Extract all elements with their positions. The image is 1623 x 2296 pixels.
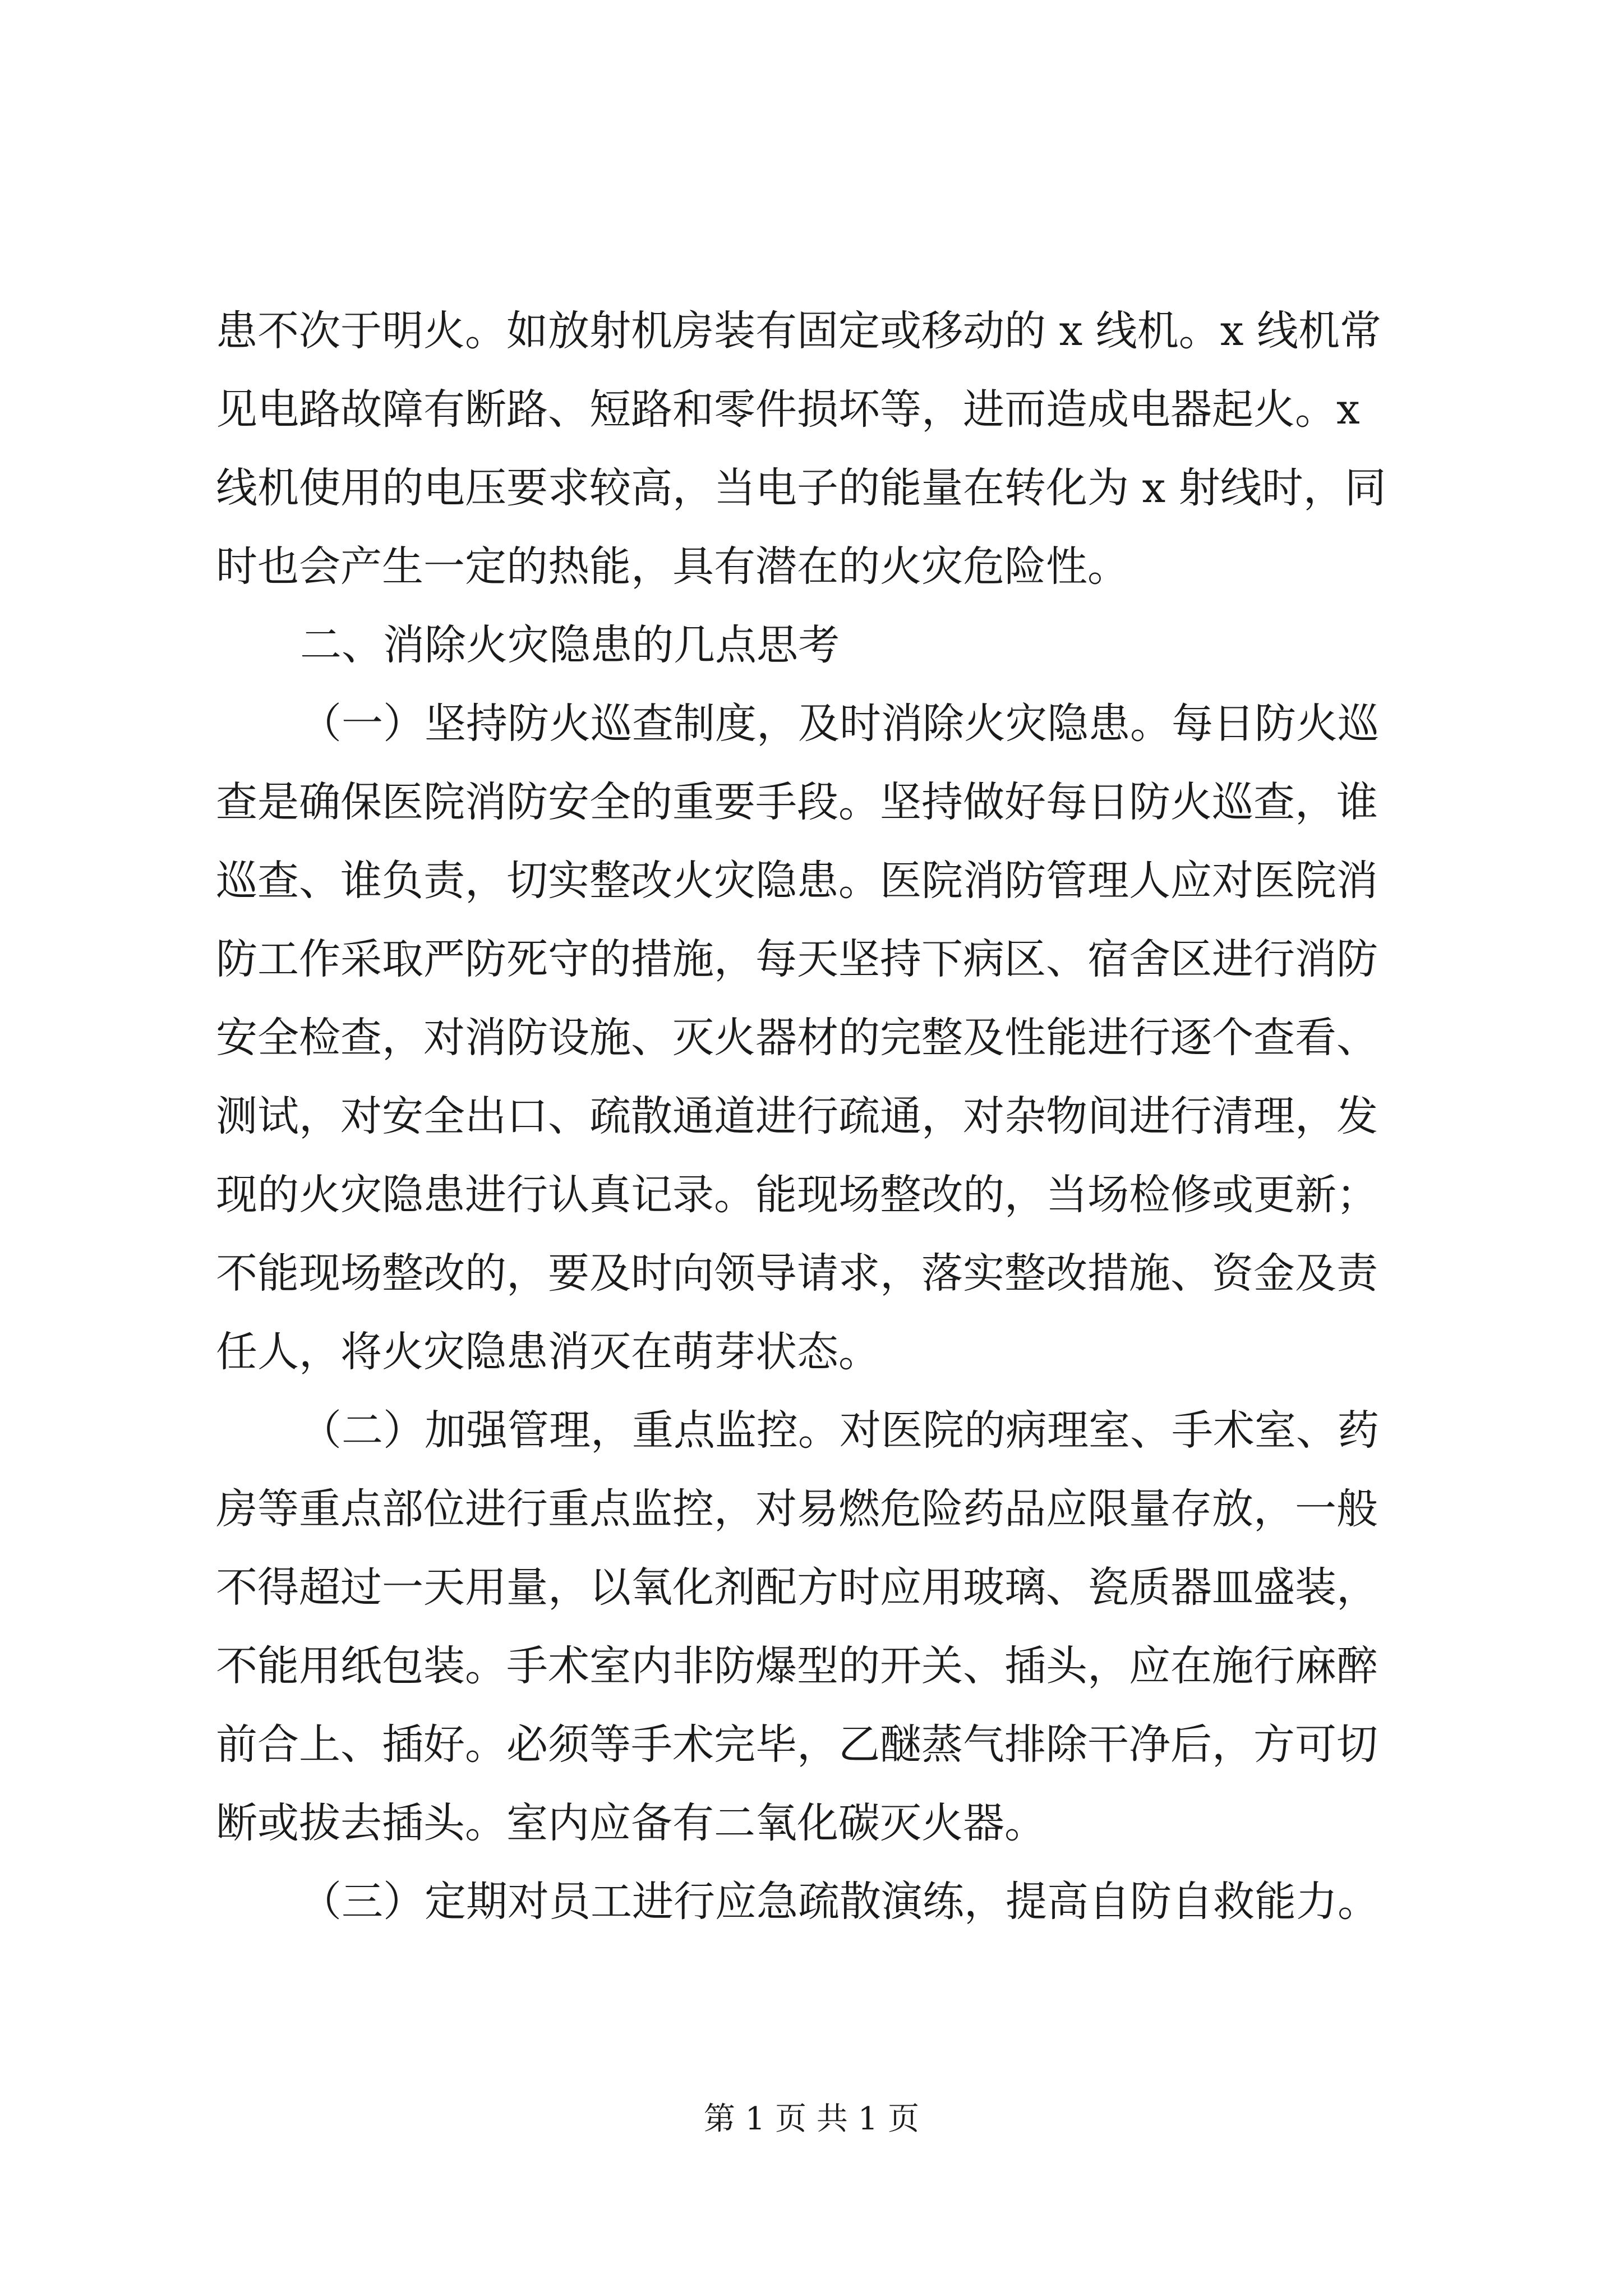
text-line: 现的火灾隐患进行认真记录。能现场整改的，当场检修或更新； (216, 1171, 1378, 1219)
text-line: 任人，将火灾隐患消灭在萌芽状态。 (216, 1328, 880, 1376)
text-line: 测试，对安全出口、疏散通道进行疏通，对杂物间进行清理，发 (216, 1092, 1378, 1140)
text-line: 不能用纸包装。手术室内非防爆型的开关、插头，应在施行麻醉 (216, 1642, 1378, 1690)
text-line: 巡查、谁负责，切实整改火灾隐患。医院消防管理人应对医院消 (216, 857, 1378, 905)
section-heading: 二、消除火灾隐患的几点思考 (300, 621, 840, 669)
text-line: 安全检查，对消防设施、灭火器材的完整及性能进行逐个查看、 (216, 1014, 1378, 1062)
text-line: （一）坚持防火巡查制度，及时消除火灾隐患。每日防火巡 (300, 700, 1379, 748)
text-line: 不能现场整改的，要及时向领导请求，落实整改措施、资金及责 (216, 1249, 1378, 1297)
text-line: 不得超过一天用量，以氧化剂配方时应用玻璃、瓷质器皿盛装， (216, 1563, 1378, 1612)
text-line: 查是确保医院消防安全的重要手段。坚持做好每日防火巡查，谁 (216, 778, 1378, 826)
text-line: 时也会产生一定的热能，具有潜在的火灾危险性。 (216, 542, 1129, 591)
text-line: 前合上、插好。必须等手术完毕，乙醚蒸气排除干净后，方可切 (216, 1720, 1378, 1769)
text-line: （三）定期对员工进行应急疏散演练，提高自防自救能力。 (300, 1878, 1379, 1926)
text-line: 线机使用的电压要求较高，当电子的能量在转化为 x 射线时，同 (216, 464, 1386, 512)
text-line: 患不次于明火。如放射机房装有固定或移动的 x 线机。x 线机常 (216, 307, 1382, 355)
text-line: 防工作采取严防死守的措施，每天坚持下病区、宿舍区进行消防 (216, 935, 1378, 983)
page-footer: 第 1 页 共 1 页 (703, 2101, 920, 2137)
text-line: （二）加强管理，重点监控。对医院的病理室、手术室、药 (300, 1406, 1379, 1455)
text-line: 见电路故障有断路、短路和零件损坏等，进而造成电器起火。x (216, 385, 1360, 434)
text-line: 房等重点部位进行重点监控，对易燃危险药品应限量存放，一般 (216, 1485, 1378, 1533)
text-line: 断或拔去插头。室内应备有二氧化碳灭火器。 (216, 1799, 1046, 1847)
